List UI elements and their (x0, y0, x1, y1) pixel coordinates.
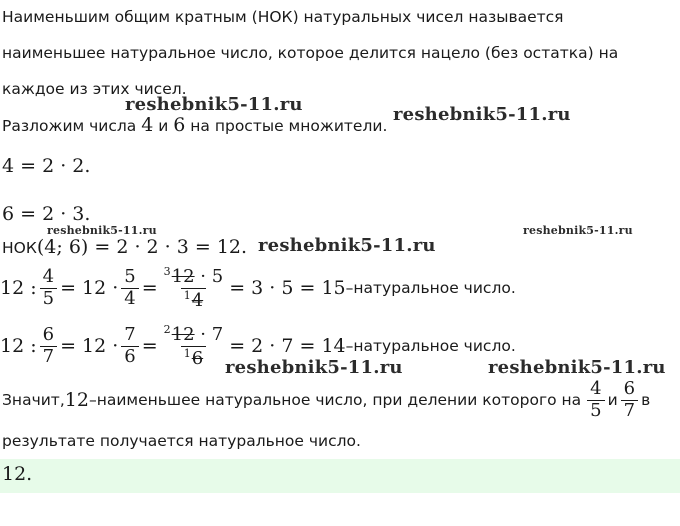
calc1-fraction-reduced: $\frac{^312 \cdot 5}{^14}$ (163, 265, 224, 311)
answer-value: 12. (2, 463, 33, 485)
calc1-fraction-2: $\frac{5}{4}$ (121, 268, 138, 309)
lcm-line (2, 236, 247, 258)
watermark: reshebnik5-11.ru (488, 357, 666, 378)
conclusion-post: в (641, 391, 651, 410)
conclusion-line-1 (2, 380, 650, 421)
decompose-pre: Разложим числа (2, 117, 142, 135)
equation-4: 4 = 2 · 2. (2, 155, 91, 177)
decompose-mid: и (153, 117, 174, 135)
watermark: reshebnik5-11.ru (47, 224, 157, 237)
calc1-eq-b: = (141, 277, 158, 300)
equation-6: 6 = 2 · 3. (2, 203, 91, 225)
calc1-result: = 3 · 5 = 15 (229, 277, 346, 300)
watermark: reshebnik5-11.ru (523, 224, 633, 237)
conclusion-line-2: результате получается натуральное число. (2, 432, 361, 450)
conclusion-and: и (607, 391, 618, 410)
calc1-fraction-1: $\frac{4}{5}$ (40, 268, 57, 309)
conclusion-mid: –наименьшее натуральное число, при делении которого на (88, 391, 582, 410)
calc2-fraction-2: $\frac{7}{6}$ (121, 326, 138, 367)
watermark: reshebnik5-11.ru (258, 235, 436, 256)
watermark: reshebnik5-11.ru (225, 357, 403, 378)
definition-line-3: каждое из этих чисел. (2, 80, 187, 98)
watermark: reshebnik5-11.ru (393, 104, 571, 125)
calc2-fraction-reduced: $\frac{^212 \cdot 7}{^16}$ (163, 323, 224, 369)
conclusion-fraction-2: $\frac{6}{7}$ (621, 380, 638, 421)
calc2-fraction-1: $\frac{6}{7}$ (40, 326, 57, 367)
decompose-line (2, 114, 387, 136)
calc2-result: = 2 · 7 = 14 (229, 335, 346, 358)
conclusion-fraction-1: $\frac{4}{5}$ (587, 380, 604, 421)
decompose-a: 4 (141, 114, 154, 136)
calc2-eq-a: = 12 · (60, 335, 119, 358)
calc1-lead: 12 : (0, 277, 37, 300)
calc2-eq-b: = (141, 335, 158, 358)
decompose-b: 6 (173, 114, 186, 136)
definition-line-2: наименьшее натуральное число, которое делится нацело (без остатка) на (2, 44, 619, 62)
calculation-1 (0, 266, 516, 311)
calc1-eq-a: = 12 · (60, 277, 119, 300)
decompose-post: на простые множители. (185, 117, 388, 135)
calc1-suffix: –натуральное число. (345, 279, 516, 298)
watermark: reshebnik5-11.ru (125, 94, 303, 115)
lcm-label: НОК (2, 239, 37, 257)
conclusion-number: 12 (64, 389, 89, 412)
calc2-lead: 12 : (0, 335, 37, 358)
definition-line-1: Наименьшим общим кратным (НОК) натуральных чисел называется (2, 8, 564, 26)
lcm-expression: (4; 6) = 2 · 2 · 3 = 12. (36, 236, 248, 258)
conclusion-pre: Значит, (2, 391, 65, 410)
answer-box (0, 459, 680, 493)
calc2-suffix: –натуральное число. (345, 337, 516, 356)
